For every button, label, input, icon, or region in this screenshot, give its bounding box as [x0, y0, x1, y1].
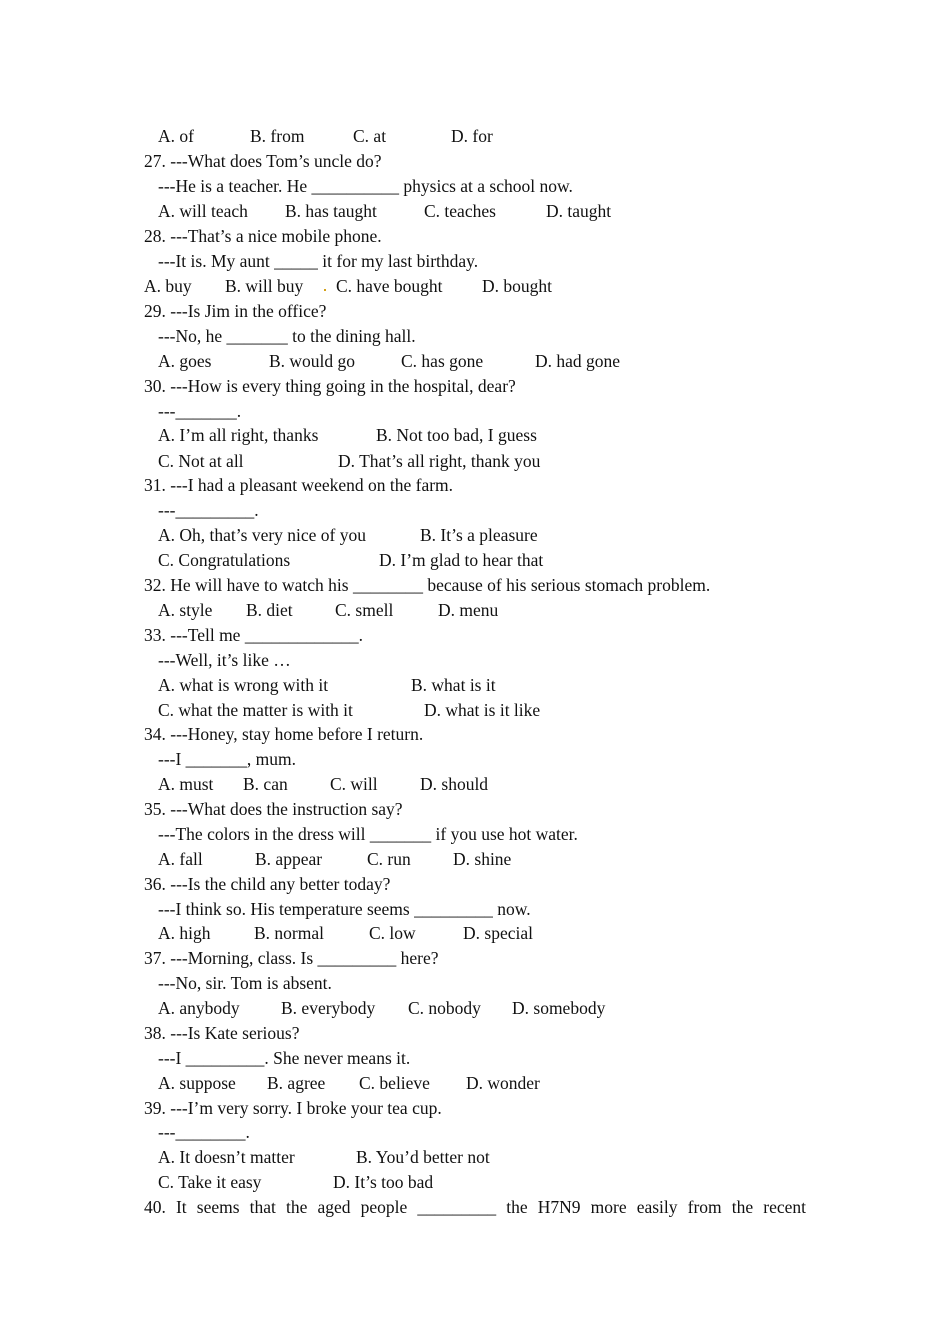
- option-b: B. You’d better not: [356, 1147, 490, 1167]
- option-c: C. Not at all: [158, 451, 244, 471]
- option-d: D. It’s too bad: [333, 1172, 434, 1192]
- option-d: D. menu: [438, 600, 499, 620]
- option-b: B. It’s a pleasure: [420, 525, 538, 545]
- option-c: C. will: [330, 774, 378, 794]
- option-b: B. would go: [269, 351, 356, 371]
- question-37: 37. ---Morning, class. Is _________ here?: [144, 948, 439, 968]
- option-a: A. of: [158, 126, 194, 146]
- answer-line: ---_________.: [158, 500, 259, 520]
- answer-line: ---________.: [158, 1122, 250, 1142]
- option-d: D. special: [463, 923, 533, 943]
- option-b: B. appear: [255, 849, 323, 869]
- option-d: D. had gone: [535, 351, 621, 371]
- option-d: D. somebody: [512, 998, 606, 1018]
- option-c: C. has gone: [401, 351, 484, 371]
- option-c: C. smell: [335, 600, 394, 620]
- option-c: C. at: [353, 126, 387, 146]
- question-27: 27. ---What does Tom’s uncle do?: [144, 151, 382, 171]
- option-b: B. will buy: [225, 276, 304, 296]
- option-d: D. taught: [546, 201, 612, 221]
- option-a: A. anybody: [158, 998, 240, 1018]
- option-d: D. should: [420, 774, 489, 794]
- option-b: B. has taught: [285, 201, 377, 221]
- option-c: C. have bought: [336, 276, 443, 296]
- option-a: A. high: [158, 923, 211, 943]
- option-c: C. run: [367, 849, 411, 869]
- option-b: B. what is it: [411, 675, 496, 695]
- answer-line: ---I _________. She never means it.: [158, 1048, 411, 1068]
- question-38: 38. ---Is Kate serious?: [144, 1023, 300, 1043]
- option-d: D. bought: [482, 276, 552, 296]
- option-c: C. believe: [359, 1073, 430, 1093]
- answer-line: ---It is. My aunt _____ it for my last birthday.: [158, 251, 479, 271]
- option-a: A. suppose: [158, 1073, 236, 1093]
- option-a: A. Oh, that’s very nice of you: [158, 525, 367, 545]
- option-a: A. must: [158, 774, 214, 794]
- option-d: D. for: [451, 126, 493, 146]
- option-c: C. Take it easy: [158, 1172, 262, 1192]
- option-a: A. It doesn’t matter: [158, 1147, 295, 1167]
- option-c: C. Congratulations: [158, 550, 291, 570]
- option-a: A. will teach: [158, 201, 248, 221]
- option-b: B. agree: [267, 1073, 326, 1093]
- question-33: 33. ---Tell me _____________.: [144, 625, 363, 645]
- option-b: B. everybody: [281, 998, 376, 1018]
- question-39: 39. ---I’m very sorry. I broke your tea cup.: [144, 1098, 442, 1118]
- option-b: B. from: [250, 126, 305, 146]
- answer-line: ---Well, it’s like …: [158, 650, 291, 670]
- answer-line: ---No, he _______ to the dining hall.: [158, 326, 416, 346]
- option-a: A. fall: [158, 849, 203, 869]
- option-d: D. shine: [453, 849, 512, 869]
- answer-line: ---_______.: [158, 401, 242, 421]
- option-d: D. That’s all right, thank you: [338, 451, 541, 471]
- question-34: 34. ---Honey, stay home before I return.: [144, 724, 424, 744]
- answer-line: ---I think so. His temperature seems _________ now.: [158, 899, 531, 919]
- option-a: A. I’m all right, thanks: [158, 425, 319, 445]
- option-c: C. low: [369, 923, 416, 943]
- option-c: C. teaches: [424, 201, 496, 221]
- answer-line: ---I _______, mum.: [158, 749, 297, 769]
- option-a: A. what is wrong with it: [158, 675, 329, 695]
- question-28: 28. ---That’s a nice mobile phone.: [144, 226, 382, 246]
- answer-line: ---He is a teacher. He __________ physics at a school now.: [158, 176, 573, 196]
- option-b: B. diet: [246, 600, 293, 620]
- option-b: B. normal: [254, 923, 324, 943]
- question-29: 29. ---Is Jim in the office?: [144, 301, 327, 321]
- answer-line: ---No, sir. Tom is absent.: [158, 973, 332, 993]
- question-40: 40. It seems that the aged people _________ the H7N9 more easily from the recent: [144, 1197, 806, 1217]
- question-31: 31. ---I had a pleasant weekend on the farm.: [144, 475, 454, 495]
- question-35: 35. ---What does the instruction say?: [144, 799, 403, 819]
- option-c: C. what the matter is with it: [158, 700, 353, 720]
- option-d: D. I’m glad to hear that: [379, 550, 544, 570]
- answer-line: ---The colors in the dress will _______ if you use hot water.: [158, 824, 578, 844]
- question-30: 30. ---How is every thing going in the hospital, dear?: [144, 376, 516, 396]
- option-c: C. nobody: [408, 998, 481, 1018]
- option-a: A. goes: [158, 351, 212, 371]
- question-36: 36. ---Is the child any better today?: [144, 874, 391, 894]
- option-b: B. Not too bad, I guess: [376, 425, 537, 445]
- option-d: D. what is it like: [424, 700, 541, 720]
- option-a: A. buy: [144, 276, 192, 296]
- option-a: A. style: [158, 600, 213, 620]
- option-d: D. wonder: [466, 1073, 540, 1093]
- option-b: B. can: [243, 774, 288, 794]
- stray-mark: [324, 289, 326, 291]
- question-32: 32. He will have to watch his ________ because of his serious stomach problem.: [144, 575, 711, 595]
